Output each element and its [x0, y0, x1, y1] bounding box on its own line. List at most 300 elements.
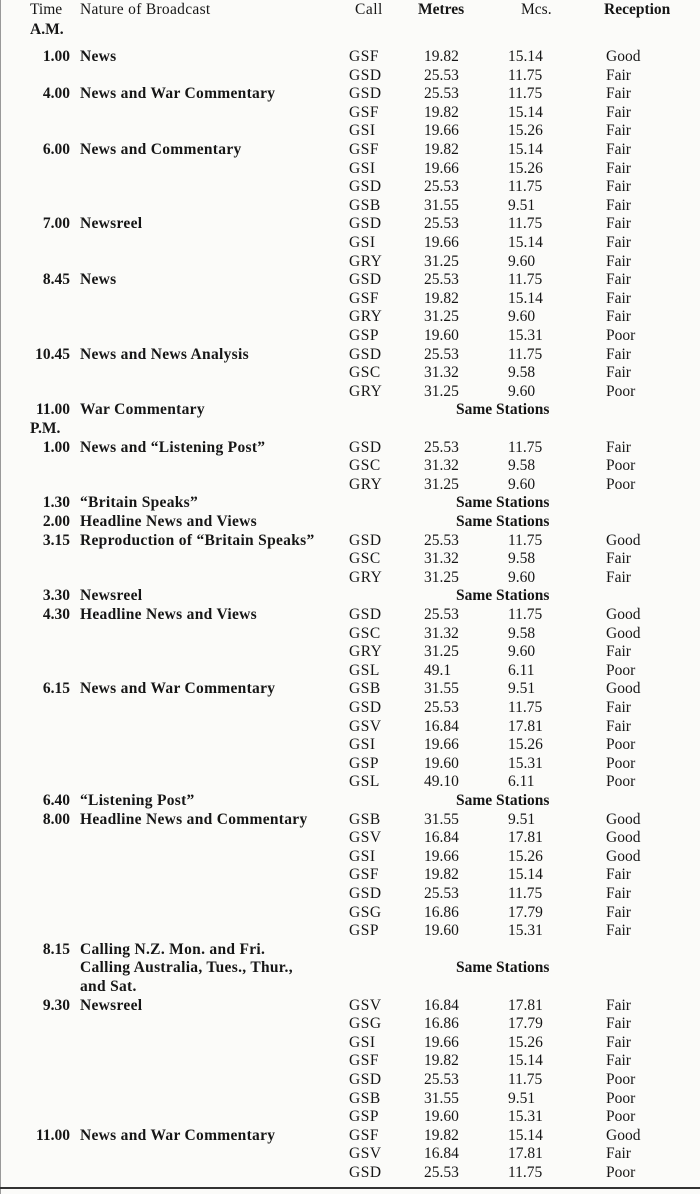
row-nature: Reproduction of “Britain Speaks” [80, 531, 315, 549]
row-mcs: 9.60 [508, 568, 536, 586]
table-row [0, 290, 700, 308]
table-row [0, 997, 700, 1015]
row-reception: Good [606, 829, 641, 847]
row-time: 11.00 [35, 401, 70, 419]
row-reception: Fair [606, 903, 631, 921]
row-metres: 25.53 [424, 1164, 459, 1181]
row-reception: Fair [606, 568, 631, 586]
table-row [0, 197, 700, 215]
row-nature: Calling Australia, Tues., Thur., [80, 959, 293, 977]
same-stations-note: Same Stations [456, 587, 550, 605]
row-call-sign: GSD [349, 345, 382, 363]
row-mcs: 9.60 [508, 475, 536, 493]
row-call-sign: GSL [349, 661, 380, 679]
row-reception: Fair [606, 141, 631, 158]
row-call-sign: GSF [349, 289, 379, 307]
table-row [0, 457, 700, 475]
row-metres: 19.82 [424, 48, 459, 65]
table-row [0, 699, 700, 717]
row-mcs: 6.11 [508, 661, 535, 679]
row-nature: Newsreel [80, 587, 143, 605]
row-reception: Fair [606, 699, 631, 716]
table-row [0, 141, 700, 159]
row-metres: 25.53 [424, 178, 459, 196]
table-row [0, 122, 700, 140]
row-reception: Poor [606, 1164, 636, 1181]
table-row [0, 1164, 700, 1182]
row-metres: 25.53 [424, 606, 459, 623]
row-mcs: 15.26 [508, 736, 543, 754]
row-metres: 19.82 [424, 289, 459, 307]
row-call-sign: GSD [349, 178, 382, 196]
row-mcs: 15.31 [508, 1108, 543, 1126]
table-row [0, 494, 700, 512]
row-mcs: 9.51 [508, 196, 536, 214]
row-call-sign: GSP [349, 754, 379, 772]
row-metres: 31.25 [424, 568, 459, 586]
row-time: 10.45 [35, 345, 70, 363]
table-header [0, 1, 700, 19]
row-time: 8.00 [42, 810, 70, 828]
row-mcs: 15.14 [508, 866, 543, 884]
row-metres: 25.53 [424, 345, 459, 363]
row-mcs: 15.26 [508, 1033, 543, 1051]
row-time: 6.00 [42, 141, 70, 158]
row-metres: 19.66 [424, 847, 459, 865]
row-reception: Good [606, 531, 641, 549]
row-reception: Poor [606, 773, 636, 791]
row-nature: “Britain Speaks” [80, 494, 199, 512]
row-mcs: 15.31 [508, 754, 543, 772]
row-mcs: 11.75 [508, 66, 543, 84]
row-reception: Fair [606, 252, 631, 270]
row-metres: 19.60 [424, 327, 459, 344]
row-reception: Fair [606, 866, 631, 884]
row-mcs: 15.31 [508, 327, 543, 344]
row-metres: 31.55 [424, 680, 459, 698]
table-row [0, 476, 700, 494]
table-row [0, 1127, 700, 1145]
header-reception: Reception [604, 1, 671, 18]
row-call-sign: GRY [349, 382, 383, 400]
row-metres: 49.10 [424, 773, 459, 791]
row-mcs: 15.14 [508, 1052, 543, 1070]
row-reception: Fair [606, 85, 631, 103]
row-mcs: 9.60 [508, 382, 536, 400]
row-call-sign: GSF [349, 48, 379, 65]
row-time: 4.30 [42, 606, 70, 623]
row-metres: 16.86 [424, 1015, 459, 1033]
header-metres: Metres [418, 1, 465, 18]
row-reception: Poor [606, 661, 636, 679]
row-mcs: 11.75 [508, 438, 543, 456]
table-row [0, 569, 700, 587]
row-reception: Poor [606, 754, 636, 772]
row-call-sign: GSF [349, 866, 379, 884]
row-call-sign: GSD [349, 606, 382, 623]
row-reception: Fair [606, 1145, 631, 1163]
header-nature: Nature of Broadcast [80, 1, 211, 18]
row-call-sign: GSL [349, 773, 380, 791]
row-call-sign: GSG [349, 1015, 382, 1033]
row-mcs: 6.11 [508, 773, 535, 791]
table-row [0, 532, 700, 550]
row-metres: 25.53 [424, 699, 459, 716]
row-time: 8.45 [42, 271, 70, 289]
same-stations-note: Same Stations [456, 959, 550, 977]
row-call-sign: GSD [349, 885, 382, 902]
row-call-sign: GSP [349, 327, 379, 344]
row-time: 1.00 [42, 438, 70, 456]
row-reception: Fair [606, 234, 631, 251]
row-reception: Poor [606, 1071, 636, 1088]
row-call-sign: GRY [349, 643, 383, 661]
table-row [0, 234, 700, 252]
row-mcs: 11.75 [508, 606, 543, 623]
row-call-sign: GSI [349, 736, 376, 754]
row-metres: 16.86 [424, 903, 459, 921]
row-nature: News and Commentary [80, 141, 242, 158]
row-call-sign: GSV [349, 717, 382, 735]
header-time: Time [30, 1, 63, 18]
table-row [0, 401, 700, 419]
row-nature: “Listening Post” [80, 792, 195, 809]
row-reception: Fair [606, 996, 631, 1014]
table-row [0, 1015, 700, 1033]
row-nature: News and War Commentary [80, 85, 276, 103]
row-metres: 19.60 [424, 922, 459, 940]
row-call-sign: GSG [349, 903, 382, 921]
table-row [0, 792, 700, 810]
table-row [0, 885, 700, 903]
row-time: 4.00 [42, 85, 70, 103]
row-metres: 25.53 [424, 438, 459, 456]
section-am: A.M. [30, 21, 64, 38]
row-time: 3.30 [42, 587, 70, 605]
row-reception: Fair [606, 885, 631, 902]
row-mcs: 11.75 [508, 215, 543, 233]
row-call-sign: GSD [349, 85, 382, 103]
row-reception: Poor [606, 457, 636, 475]
row-reception: Fair [606, 550, 631, 568]
row-mcs: 9.51 [508, 810, 536, 828]
row-call-sign: GSC [349, 624, 381, 642]
table-row [0, 48, 700, 66]
row-call-sign: GSB [349, 810, 381, 828]
row-reception: Fair [606, 345, 631, 363]
row-reception: Fair [606, 922, 631, 940]
row-call-sign: GSP [349, 922, 379, 940]
row-mcs: 9.51 [508, 1089, 536, 1107]
row-reception: Fair [606, 103, 631, 121]
row-mcs: 17.81 [508, 1145, 543, 1163]
same-stations-note: Same Stations [456, 401, 550, 419]
row-reception: Fair [606, 438, 631, 456]
row-metres: 19.82 [424, 866, 459, 884]
row-metres: 31.32 [424, 550, 459, 568]
header-mcs: Mcs. [521, 1, 552, 18]
row-nature: News [80, 48, 117, 65]
table-row [0, 718, 700, 736]
row-mcs: 9.58 [508, 550, 536, 568]
table-row [0, 104, 700, 122]
row-reception: Fair [606, 122, 631, 140]
row-mcs: 17.81 [508, 717, 543, 735]
row-mcs: 9.60 [508, 308, 536, 326]
row-mcs: 9.58 [508, 624, 536, 642]
row-time: 2.00 [42, 513, 70, 530]
row-call-sign: GSI [349, 1033, 376, 1051]
row-mcs: 15.31 [508, 922, 543, 940]
row-mcs: 15.14 [508, 103, 543, 121]
row-metres: 25.53 [424, 271, 459, 289]
row-reception: Good [606, 606, 641, 623]
row-metres: 16.84 [424, 829, 459, 847]
row-metres: 31.32 [424, 457, 459, 475]
row-metres: 19.66 [424, 122, 459, 140]
row-mcs: 15.26 [508, 847, 543, 865]
row-call-sign: GSF [349, 103, 379, 121]
row-nature: News and War Commentary [80, 680, 276, 698]
row-reception: Fair [606, 196, 631, 214]
row-mcs: 15.14 [508, 141, 543, 158]
row-call-sign: GSI [349, 847, 376, 865]
row-mcs: 9.58 [508, 364, 536, 382]
row-call-sign: GSB [349, 196, 381, 214]
row-call-sign: GSD [349, 271, 382, 289]
row-reception: Fair [606, 289, 631, 307]
row-mcs: 9.60 [508, 643, 536, 661]
row-nature: Headline News and Views [80, 606, 257, 623]
table-row [0, 978, 700, 996]
row-reception: Fair [606, 178, 631, 196]
row-reception: Fair [606, 1052, 631, 1070]
row-call-sign: GRY [349, 568, 383, 586]
row-reception: Good [606, 847, 641, 865]
table-row [0, 253, 700, 271]
row-reception: Good [606, 810, 641, 828]
row-reception: Fair [606, 364, 631, 382]
same-stations-note: Same Stations [456, 792, 550, 809]
row-mcs: 9.58 [508, 457, 536, 475]
table-row [0, 1090, 700, 1108]
row-nature: Newsreel [80, 215, 143, 233]
row-mcs: 9.51 [508, 680, 536, 698]
row-reception: Poor [606, 327, 636, 344]
row-metres: 16.84 [424, 1145, 459, 1163]
row-nature: News and War Commentary [80, 1126, 276, 1144]
row-metres: 25.53 [424, 885, 459, 902]
row-metres: 31.55 [424, 196, 459, 214]
row-call-sign: GSI [349, 122, 376, 140]
table-row [0, 587, 700, 605]
bottom-rule [0, 1187, 700, 1189]
row-metres: 19.82 [424, 103, 459, 121]
row-mcs: 11.75 [508, 699, 543, 716]
row-nature: News [80, 271, 117, 289]
same-stations-note: Same Stations [456, 513, 550, 530]
row-mcs: 11.75 [508, 531, 543, 549]
table-row [0, 643, 700, 661]
table-row [0, 513, 700, 531]
table-row [0, 1034, 700, 1052]
row-nature: News and News Analysis [80, 345, 249, 363]
row-metres: 19.60 [424, 754, 459, 772]
table-row [0, 941, 700, 959]
row-metres: 25.53 [424, 531, 459, 549]
row-mcs: 11.75 [508, 345, 543, 363]
row-reception: Poor [606, 1108, 636, 1126]
row-time: 1.00 [42, 48, 70, 65]
row-call-sign: GSI [349, 159, 376, 177]
row-nature: Headline News and Views [80, 513, 257, 530]
table-row [0, 364, 700, 382]
row-metres: 19.82 [424, 141, 459, 158]
row-reception: Fair [606, 159, 631, 177]
row-mcs: 15.14 [508, 1126, 543, 1144]
row-reception: Good [606, 680, 641, 698]
table-row [0, 680, 700, 698]
row-metres: 31.32 [424, 364, 459, 382]
row-reception: Fair [606, 643, 631, 661]
row-reception: Poor [606, 1089, 636, 1107]
row-call-sign: GSC [349, 364, 381, 382]
table-row [0, 625, 700, 643]
row-nature: Newsreel [80, 996, 143, 1014]
row-metres: 16.84 [424, 717, 459, 735]
row-mcs: 11.75 [508, 178, 543, 196]
table-row [0, 811, 700, 829]
row-metres: 19.82 [424, 1126, 459, 1144]
table-row [0, 848, 700, 866]
table-row [0, 439, 700, 457]
row-call-sign: GSB [349, 680, 381, 698]
row-metres: 25.53 [424, 215, 459, 233]
table-row [0, 904, 700, 922]
row-nature: News and “Listening Post” [80, 438, 266, 456]
table-row [0, 383, 700, 401]
row-time: 11.00 [35, 1126, 70, 1144]
row-call-sign: GRY [349, 475, 383, 493]
row-nature: War Commentary [80, 401, 205, 419]
row-call-sign: GSF [349, 141, 379, 158]
row-nature: and Sat. [80, 978, 137, 995]
row-reception: Good [606, 48, 641, 65]
row-metres: 31.25 [424, 643, 459, 661]
row-metres: 49.1 [424, 661, 452, 679]
table-row [0, 67, 700, 85]
row-reception: Fair [606, 66, 631, 84]
row-mcs: 11.75 [508, 1164, 543, 1181]
table-row [0, 550, 700, 568]
row-mcs: 11.75 [508, 85, 543, 103]
table-row [0, 922, 700, 940]
row-metres: 31.55 [424, 810, 459, 828]
row-call-sign: GSD [349, 66, 382, 84]
table-row [0, 866, 700, 884]
table-row [0, 773, 700, 791]
row-time: 6.40 [42, 792, 70, 809]
row-mcs: 15.26 [508, 122, 543, 140]
same-stations-note: Same Stations [456, 494, 550, 512]
row-metres: 31.25 [424, 252, 459, 270]
row-time: 1.30 [42, 494, 70, 512]
row-metres: 31.25 [424, 475, 459, 493]
row-mcs: 17.79 [508, 903, 543, 921]
table-row [0, 327, 700, 345]
row-mcs: 11.75 [508, 885, 543, 902]
table-row [0, 755, 700, 773]
row-reception: Poor [606, 382, 636, 400]
row-mcs: 9.60 [508, 252, 536, 270]
row-call-sign: GSC [349, 550, 381, 568]
row-call-sign: GSI [349, 234, 376, 251]
table-row [0, 736, 700, 754]
row-reception: Fair [606, 308, 631, 326]
row-mcs: 15.14 [508, 234, 543, 251]
row-call-sign: GSD [349, 699, 382, 716]
row-reception: Good [606, 1126, 641, 1144]
row-metres: 19.66 [424, 234, 459, 251]
row-mcs: 17.79 [508, 1015, 543, 1033]
row-reception: Fair [606, 215, 631, 233]
row-call-sign: GSF [349, 1052, 379, 1070]
row-call-sign: GSV [349, 1145, 382, 1163]
row-reception: Fair [606, 271, 631, 289]
table-row [0, 1052, 700, 1070]
row-call-sign: GSD [349, 1164, 382, 1181]
table-row [0, 1145, 700, 1163]
row-metres: 19.66 [424, 159, 459, 177]
row-mcs: 17.81 [508, 996, 543, 1014]
row-reception: Fair [606, 1015, 631, 1033]
row-call-sign: GRY [349, 252, 383, 270]
row-reception: Fair [606, 1033, 631, 1051]
row-call-sign: GSD [349, 1071, 382, 1088]
row-metres: 25.53 [424, 85, 459, 103]
row-reception: Fair [606, 717, 631, 735]
row-call-sign: GSD [349, 531, 382, 549]
row-mcs: 11.75 [508, 271, 543, 289]
table-row [0, 346, 700, 364]
row-mcs: 15.14 [508, 48, 543, 65]
row-call-sign: GSD [349, 215, 382, 233]
row-mcs: 15.26 [508, 159, 543, 177]
row-call-sign: GSD [349, 438, 382, 456]
table-row [0, 662, 700, 680]
row-metres: 31.25 [424, 382, 459, 400]
row-mcs: 17.81 [508, 829, 543, 847]
row-metres: 31.25 [424, 308, 459, 326]
row-call-sign: GSV [349, 996, 382, 1014]
table-row [0, 959, 700, 977]
row-nature: Headline News and Commentary [80, 810, 308, 828]
row-reception: Poor [606, 736, 636, 754]
table-row [0, 271, 700, 289]
row-call-sign: GSB [349, 1089, 381, 1107]
row-metres: 19.82 [424, 1052, 459, 1070]
row-time: 6.15 [42, 680, 70, 698]
row-metres: 19.66 [424, 1033, 459, 1051]
row-time: 3.15 [42, 531, 70, 549]
row-call-sign: GSC [349, 457, 381, 475]
table-row [0, 85, 700, 103]
table-row [0, 606, 700, 624]
table-row [0, 215, 700, 233]
row-call-sign: GSV [349, 829, 382, 847]
row-call-sign: GRY [349, 308, 383, 326]
row-metres: 19.66 [424, 736, 459, 754]
